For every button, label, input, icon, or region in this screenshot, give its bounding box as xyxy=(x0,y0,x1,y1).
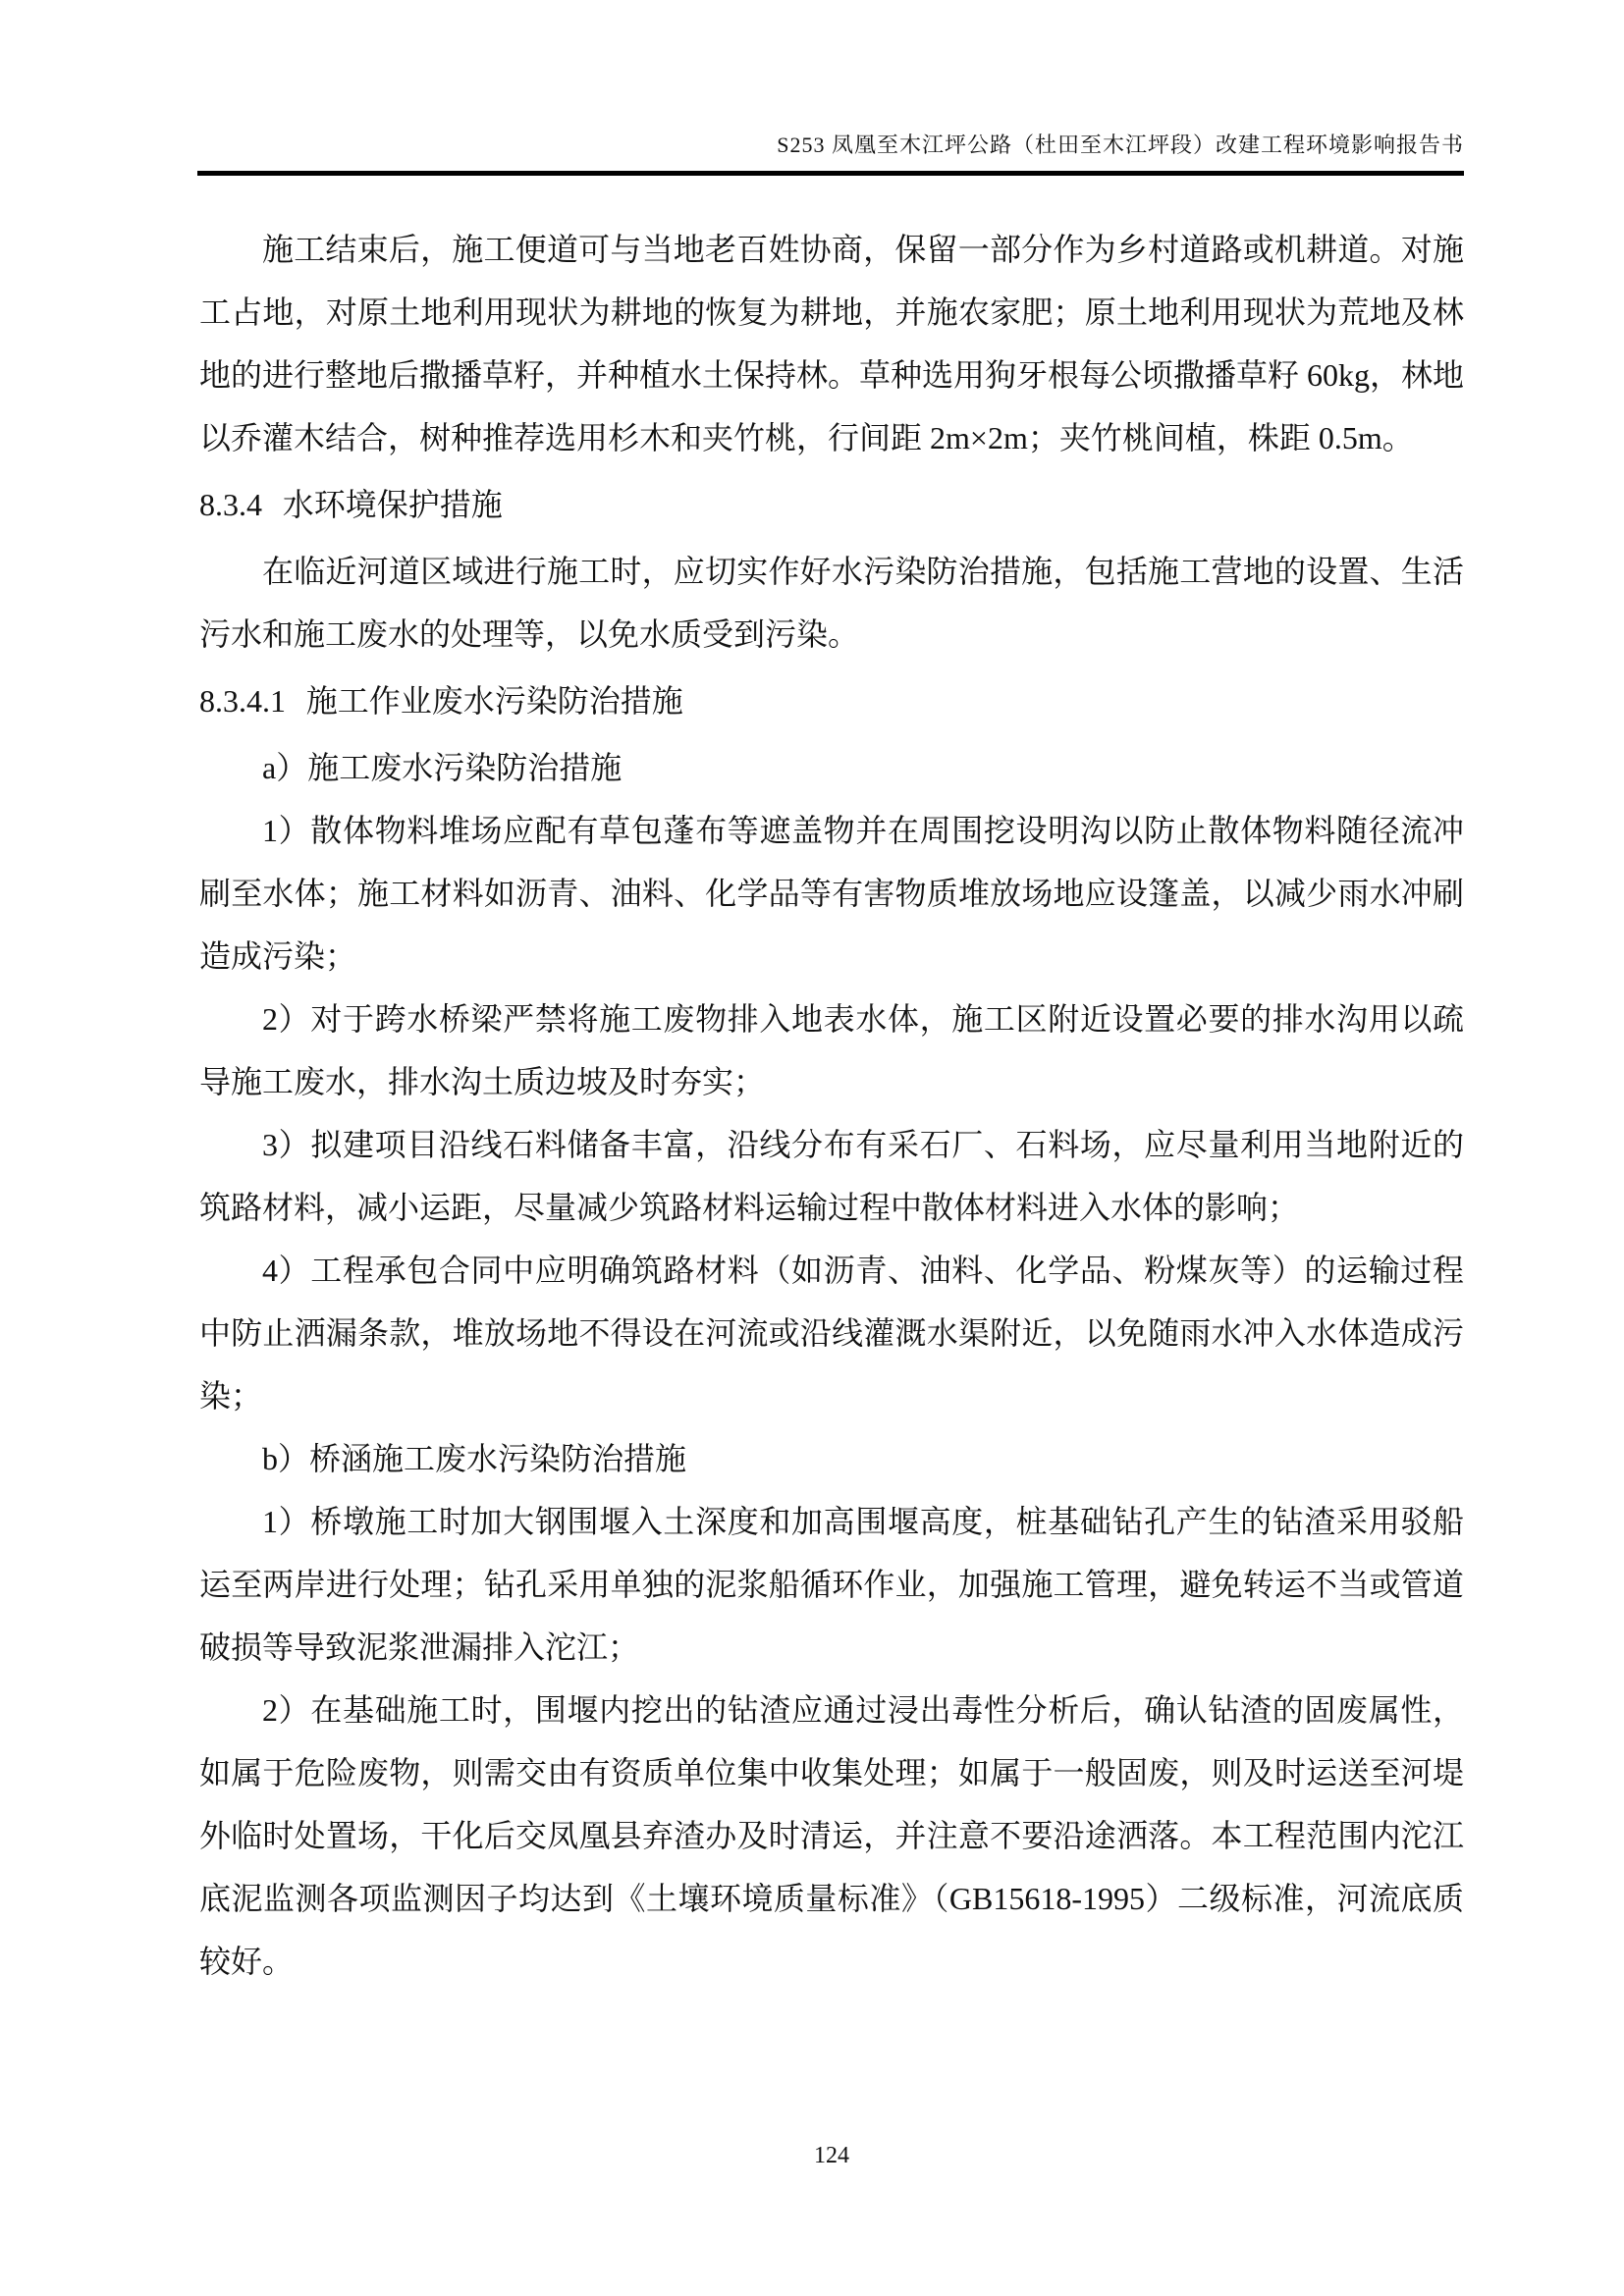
paragraph-item-b-1: 1）桥墩施工时加大钢围堰入土深度和加高围堰高度，桩基础钻孔产生的钻渣采用驳船运至两岸进行处理；钻孔采用单独的泥浆船循环作业，加强施工管理，避免转运不当或管道破损等导致泥浆泄漏排入沱江； xyxy=(199,1504,1464,1665)
header-rule xyxy=(197,171,1464,176)
section-heading-8-3-4 xyxy=(199,473,1464,536)
section-number: 8.3.4 xyxy=(199,487,262,522)
paragraph-item-b-title: b）桥涵施工废水污染防治措施 xyxy=(262,1441,687,1476)
page-number: 124 xyxy=(814,2143,849,2168)
paragraph-item-b-2: 2）在基础施工时，围堰内挖出的钻渣应通过浸出毒性分析后，确认钻渣的固废属性，如属于危险废物，则需交由有资质单位集中收集处理；如属于一般固废，则及时运送至河堤外临时处置场，干化后交凤凰县弃渣办及时清运，并注意不要沿途洒落。本工程范围内沱江底泥监测各项监测因子均达到《土壤环境质量标准》（GB15618-1995）二级标准，河流底质较好。 xyxy=(199,1692,1464,1979)
paragraph-water-protection-intro: 在临近河道区域进行施工时，应切实作好水污染防治措施，包括施工营地的设置、生活污水和施工废水的处理等，以免水质受到污染。 xyxy=(199,554,1464,652)
paragraph-item-a-1: 1）散体物料堆场应配有草包蓬布等遮盖物并在周围挖设明沟以防止散体物料随径流冲刷至水体；施工材料如沥青、油料、化学品等有害物质堆放场地应设篷盖，以减少雨水冲刷造成污染； xyxy=(199,813,1464,974)
section-title: 水环境保护措施 xyxy=(282,487,503,522)
paragraph-item-a-4: 4）工程承包合同中应明确筑路材料（如沥青、油料、化学品、粉煤灰等）的运输过程中防止洒漏条款，堆放场地不得设在河流或沿线灌溉水渠附近，以免随雨水冲入水体造成污染； xyxy=(199,1253,1464,1414)
paragraph-item-a-3: 3）拟建项目沿线石料储备丰富，沿线分布有采石厂、石料场，应尽量利用当地附近的筑路材料，减小运距，尽量减少筑路材料运输过程中散体材料进入水体的影响； xyxy=(199,1127,1464,1225)
section-heading-8-3-4-1 xyxy=(199,669,1464,732)
page-header xyxy=(197,126,1464,176)
paragraph-construction-roads: 施工结束后，施工便道可与当地老百姓协商，保留一部分作为乡村道路或机耕道。对施工占地，对原土地利用现状为耕地的恢复为耕地，并施农家肥；原土地利用现状为荒地及林地的进行整地后撒播草籽，并种植水土保持林。草种选用狗牙根每公顷撒播草籽 60kg，林地以乔灌木结合，树种推荐选用杉木和夹竹桃，行间距 2m×2m；夹竹桃间植，株距 0.5m。 xyxy=(199,232,1465,455)
paragraph-item-a-title: a）施工废水污染防治措施 xyxy=(262,750,623,785)
paragraph-item-a-2: 2）对于跨水桥梁严禁将施工废物排入地表水体，施工区附近设置必要的排水沟用以疏导施工废水，排水沟土质边坡及时夯实； xyxy=(199,1001,1464,1099)
section-number: 8.3.4.1 xyxy=(199,683,286,719)
section-title: 施工作业废水污染防治措施 xyxy=(305,683,683,719)
running-header-title: S253 凤凰至木江坪公路（杜田至木江坪段）改建工程环境影响报告书 xyxy=(777,133,1464,157)
page-footer xyxy=(199,2138,1464,2173)
document-body xyxy=(199,218,1464,1993)
